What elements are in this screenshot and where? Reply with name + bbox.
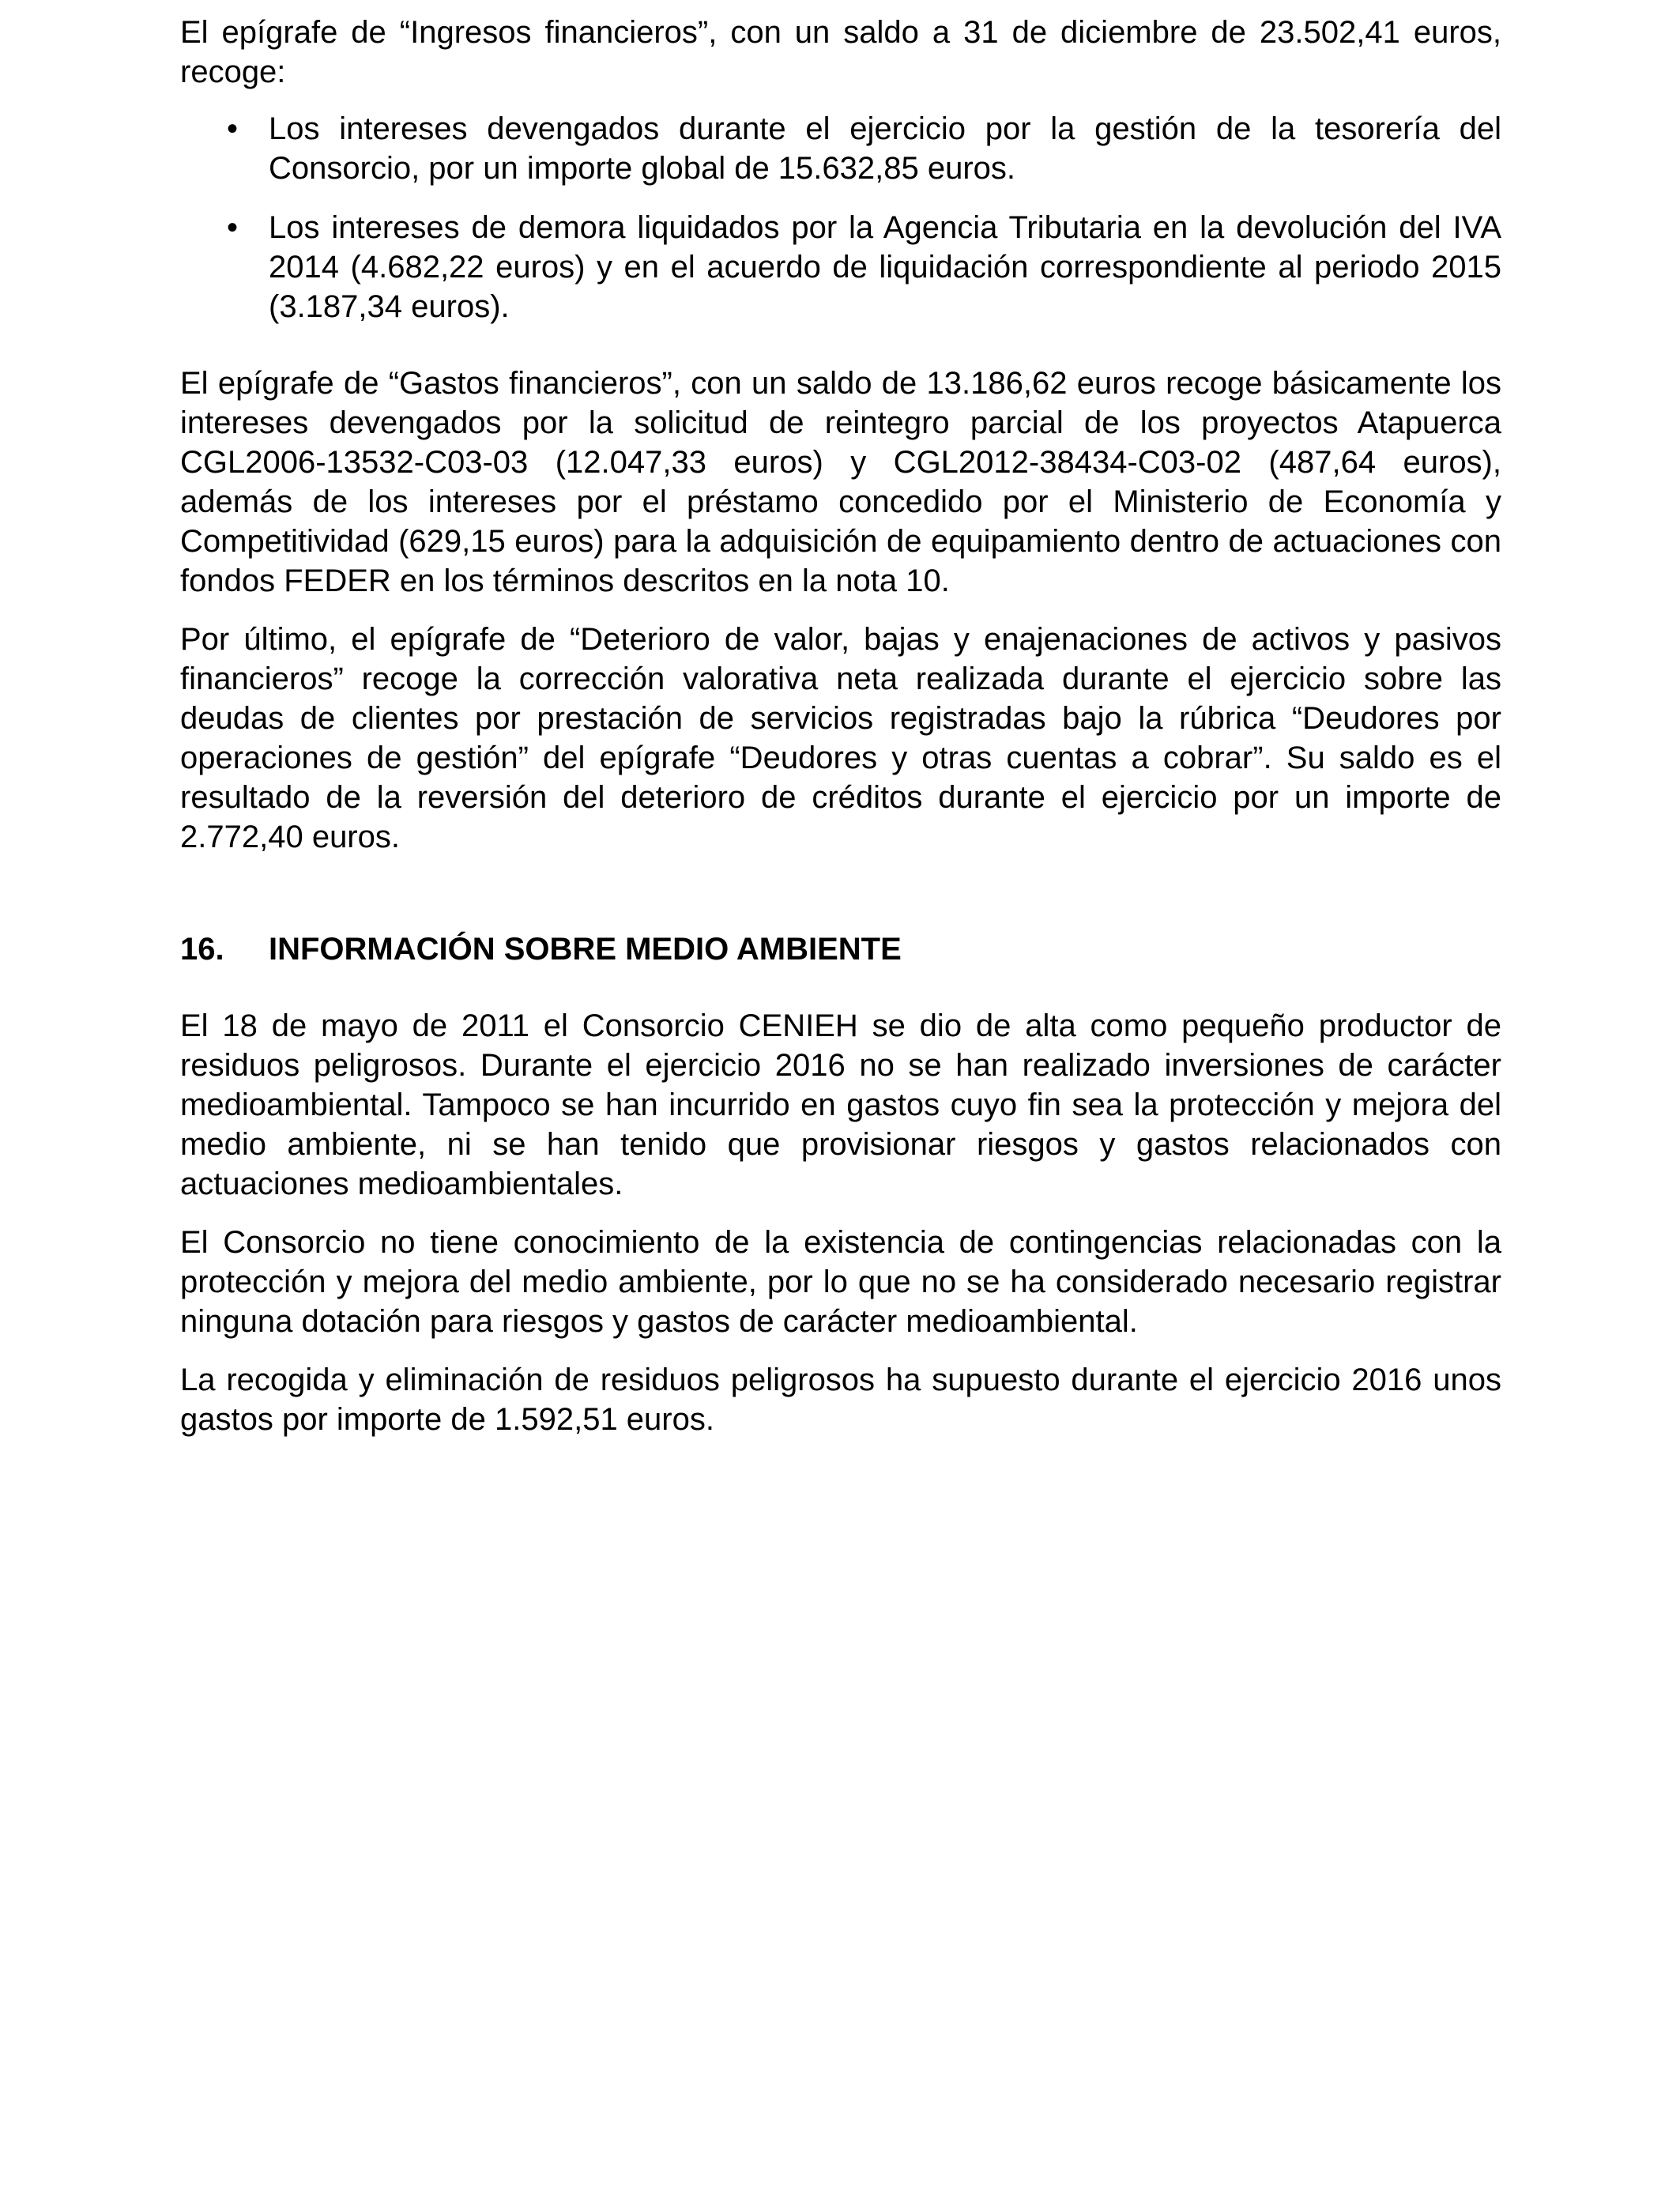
list-item (180, 109, 1501, 188)
contingencias-paragraph: El Consorcio no tiene conocimiento de la existencia de contingencias relacionadas con la protección y mejora del medio ambiente, por lo que no se ha considerado necesario registrar ninguna dotación para riesgos y gastos de carácter medioambiental. (180, 1225, 1501, 1339)
ingresos-financieros-paragraph: El epígrafe de “Ingresos financieros”, con un saldo a 31 de diciembre de 23.502,41 euros, recoge: (180, 15, 1501, 89)
deterioro-paragraph: Por último, el epígrafe de “Deterioro de valor, bajas y enajenaciones de activos y pasivos financieros” recoge la corrección valorativa neta realizada durante el ejercicio sobre las deudas de clientes por prestación de servicios registradas bajo la rúbrica “Deudores por operaciones de gestión” del epígrafe “Deudores y otras cuentas a cobrar”. Su saldo es el resultado de la reversión del deterioro de créditos durante el ejercicio por un importe de 2.772,40 euros. (180, 622, 1501, 854)
list-item (180, 208, 1501, 326)
section-title: INFORMACIÓN SOBRE MEDIO AMBIENTE (269, 932, 902, 967)
gastos-financieros-paragraph: El epígrafe de “Gastos financieros”, con un saldo de 13.186,62 euros recoge básicamente los intereses devengados por la solicitud de reintegro parcial de los proyectos Atapuerca CGL2006-13532-C03-03 (12.047,33 euros) y CGL2012-38434-C03-02 (487,64 euros), además de los intereses por el préstamo concedido por el Ministerio de Economía y Competitividad (629,15 euros) para la adquisición de equipamiento dentro de actuaciones con fondos FEDER en los términos descritos en la nota 10. (180, 366, 1501, 598)
list-item-text: Los intereses de demora liquidados por la Agencia Tributaria en la devolución del IVA 2014 (4.682,22 euros) y en el acuerdo de liquidación correspondiente al periodo 2015 (3.187,34 euros). (269, 210, 1501, 324)
section-heading (180, 929, 1501, 969)
bullet-icon: • (227, 111, 239, 146)
medio-ambiente-paragraph: El 18 de mayo de 2011 el Consorcio CENIEH se dio de alta como pequeño productor de residuos peligrosos. Durante el ejercicio 2016 no se han realizado inversiones de carácter medioambiental. Tampoco se han incurrido en gastos cuyo fin sea la protección y mejora del medio ambiente, ni se han tenido que provisionar riesgos y gastos relacionados con actuaciones medioambientales. (180, 1008, 1501, 1201)
ingresos-bullet-list (180, 109, 1501, 326)
residuos-paragraph: La recogida y eliminación de residuos peligrosos ha supuesto durante el ejercicio 2016 unos gastos por importe de 1.592,51 euros. (180, 1363, 1501, 1437)
document-page (180, 0, 1501, 1439)
bullet-icon: • (227, 210, 239, 245)
section-number: 16. (180, 932, 224, 967)
list-item-text: Los intereses devengados durante el ejercicio por la gestión de la tesorería del Consorcio, por un importe global de 15.632,85 euros. (269, 111, 1501, 186)
